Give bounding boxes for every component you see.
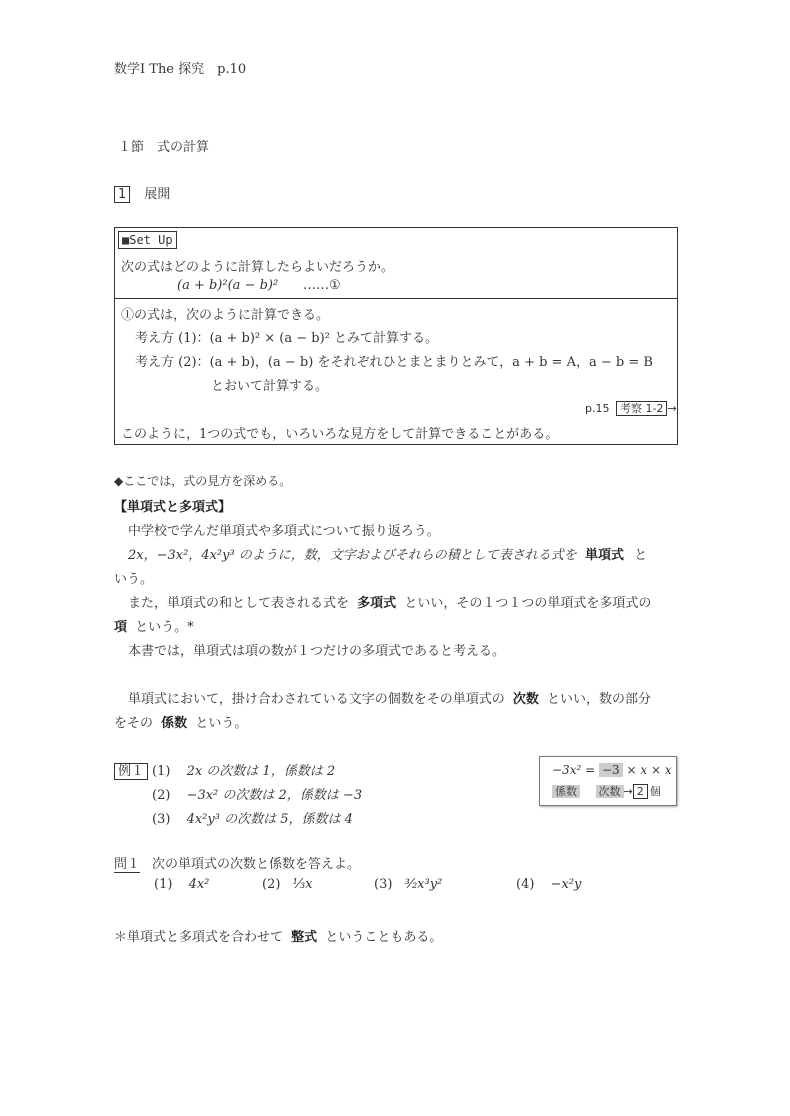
arrow-right-icon: → (623, 785, 633, 798)
term-degree: 次数 (512, 692, 539, 707)
example-label-text: 例１ (114, 763, 148, 780)
illus-count-unit: 個 (649, 785, 661, 798)
para-5-text-c: をその (114, 716, 154, 731)
para-5-end: という。 (195, 716, 248, 731)
question-item-expr: 4x² (188, 877, 210, 892)
question-label-text: 問１ (114, 857, 141, 872)
question-label (114, 853, 140, 872)
monomial-illustration (539, 756, 677, 806)
example-item-text: −3x² の次数は 2，係数は −3 (186, 788, 363, 803)
setup-title: ■Set Up (118, 231, 177, 249)
para-1: 中学校で学んだ単項式や多項式について振り返ろう。 (128, 524, 440, 539)
illus-expr (552, 763, 672, 777)
setup-method2 (135, 351, 653, 370)
footnote-text: ＊単項式と多項式を合わせて (114, 930, 284, 945)
question-item-num: (2) (262, 877, 281, 892)
para-5 (128, 688, 651, 707)
method2-text: (a + b)，(a − b) をそれぞれひとまとまりとみて，a + b = A，a − b = B (209, 355, 653, 370)
illus-coef: −3 (599, 763, 623, 777)
subsection-title: 展開 (144, 187, 171, 202)
page-header: 数学Ⅰ The 探究 p.10 (114, 62, 247, 77)
para-5-text-b: といい，数の部分 (547, 692, 652, 707)
illus-vars: × x × x (626, 763, 672, 777)
illus-label-degree: 次数 (596, 785, 624, 798)
arrow-right-icon: → (667, 402, 677, 415)
example-item-3 (152, 808, 353, 827)
method1-label: 考え方 (1)： (135, 331, 210, 346)
para-5-text: 単項式において，掛け合わされている文字の個数をその単項式の (128, 692, 505, 707)
example-item-2 (152, 784, 362, 803)
footnote-end: ということもある。 (325, 930, 443, 945)
setup-divider (115, 298, 677, 299)
section-title: １節 式の計算 (118, 140, 210, 155)
term-coefficient: 係数 (161, 716, 188, 731)
method2-label: 考え方 (2)： (135, 355, 210, 370)
setup-method1 (135, 327, 438, 346)
para-3-text-b: といい，その１つ１つの単項式を多項式の (404, 596, 652, 611)
para-4: 本書では，単項式は項の数が１つだけの多項式であると考える。 (128, 644, 506, 659)
question-item-3 (374, 877, 442, 892)
setup-expression: (a + b)²(a − b)² (177, 278, 279, 293)
setup-box (114, 227, 678, 445)
method1-text: (a + b)² × (a − b)² とみて計算する。 (209, 331, 439, 346)
question-item-2 (262, 877, 313, 892)
footnote (114, 926, 442, 945)
para-2-cont: いう。 (114, 572, 154, 587)
question-text: 次の単項式の次数と係数を答えよ。 (152, 857, 361, 872)
illus-count: 2 (633, 784, 648, 799)
setup-summary: このように，1つの式でも，いろいろな見方をして計算できることがある。 (121, 427, 559, 442)
setup-expression-marker: ……① (303, 278, 341, 293)
para-2 (128, 544, 647, 563)
subsection-heading (114, 183, 170, 202)
example-item-num: (3) (152, 812, 171, 827)
question-item-expr: ³⁄₂x³y² (404, 877, 443, 892)
question-item-expr: ⅓x (292, 877, 313, 892)
para-2-end: と (634, 548, 648, 563)
term-polynomial: 多項式 (357, 596, 397, 611)
setup-line1: ①の式は，次のように計算できる。 (121, 308, 330, 323)
reference-page: p.15 (585, 402, 610, 415)
term-term: 項 (114, 620, 128, 635)
reference-link[interactable] (585, 400, 677, 416)
term-monomial: 単項式 (584, 548, 624, 563)
illus-labels (552, 783, 661, 799)
reference-label: 考察 1-2 (616, 401, 667, 416)
question-item-num: (3) (374, 877, 393, 892)
setup-method2-cont: とおいて計算する。 (211, 379, 329, 394)
example-item-text: 4x²y³ の次数は 5，係数は 4 (186, 812, 353, 827)
example-item-1 (152, 760, 335, 779)
para-5-cont (114, 712, 247, 731)
example-item-num: (1) (152, 764, 171, 779)
para-3-cont (114, 616, 194, 635)
term-integral-expression: 整式 (291, 930, 318, 945)
question-item-1 (154, 877, 209, 892)
illus-lhs: −3x² = (552, 763, 596, 777)
terms-heading: 【単項式と多項式】 (114, 500, 232, 515)
subsection-number: 1 (114, 186, 130, 203)
question-item-num: (4) (516, 877, 535, 892)
example-item-text: 2x の次数は 1，係数は 2 (186, 764, 336, 779)
example-label (114, 760, 148, 779)
diamond-note: ◆ここでは，式の見方を深める。 (114, 474, 292, 488)
illus-label-coef: 係数 (552, 785, 580, 798)
para-3 (128, 592, 651, 611)
question-item-expr: −x²y (550, 877, 582, 892)
setup-question: 次の式はどのように計算したらよいだろうか。 (121, 260, 395, 275)
para-3-text: また，単項式の和として表される式を (128, 596, 350, 611)
para-3-end: という。* (135, 620, 194, 635)
para-2-text: 2x，−3x²，4x²y³ のように，数，文字およびそれらの積として表される式を (128, 548, 577, 563)
question-item-4 (516, 877, 581, 892)
example-item-num: (2) (152, 788, 171, 803)
question-item-num: (1) (154, 877, 173, 892)
